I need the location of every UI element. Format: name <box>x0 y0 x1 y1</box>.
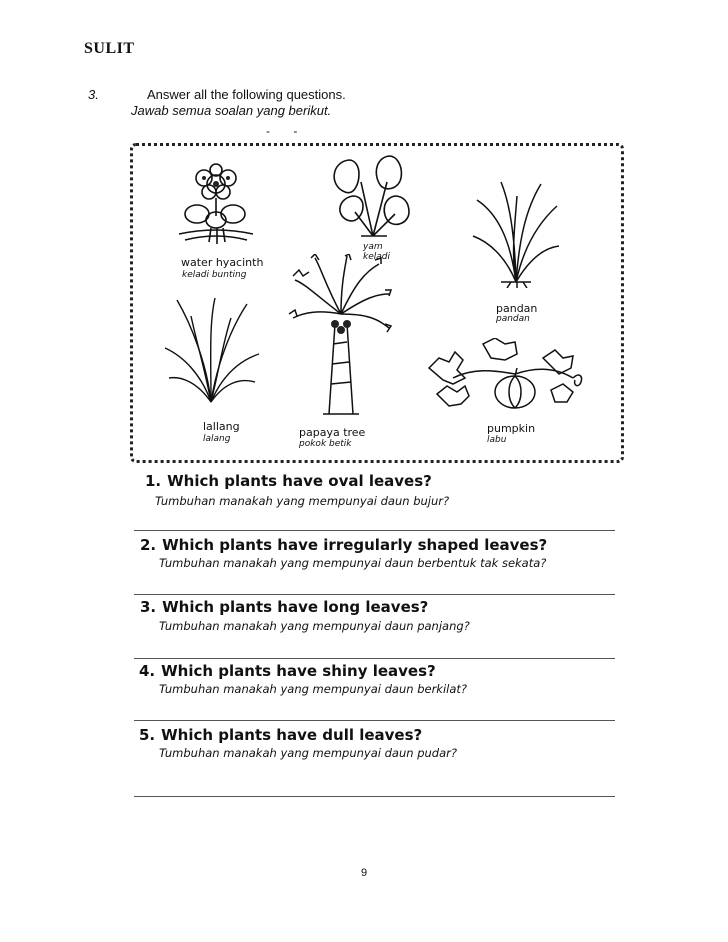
question-4 <box>139 662 436 680</box>
plant-label-malay: labu <box>487 435 507 445</box>
plant-label-english: papaya tree <box>299 426 366 439</box>
classification-header: SULIT <box>84 40 135 57</box>
answer-line[interactable] <box>134 594 615 595</box>
question-text-english: Which plants have irregularly shaped leaves? <box>162 536 548 554</box>
plant-label-english: water hyacinth <box>181 256 264 269</box>
question-text-english: Which plants have shiny leaves? <box>161 662 436 680</box>
pandan-illustration <box>471 176 561 288</box>
question-3 <box>140 598 428 616</box>
question-text-malay: Tumbuhan manakah yang mempunyai daun bujur? <box>155 494 450 508</box>
question-number: 5. <box>139 726 156 744</box>
question-text-malay: Tumbuhan manakah yang mempunyai daun panjang? <box>159 619 470 633</box>
question-number: 3. <box>140 598 157 616</box>
instruction-english: Answer all the following questions. <box>147 87 346 102</box>
lallang-illustration <box>161 294 261 406</box>
question-text-malay: Tumbuhan manakah yang mempunyai daun pudar? <box>159 746 457 760</box>
question-2 <box>140 536 547 554</box>
instruction-malay: Jawab semua soalan yang berikut. <box>131 103 332 118</box>
question-text-malay: Tumbuhan manakah yang mempunyai daun berkilat? <box>159 682 468 696</box>
plant-label-malay: keladi bunting <box>182 270 247 280</box>
answer-line[interactable] <box>134 796 615 797</box>
plant-label-english: pandan <box>496 302 538 315</box>
plant-label-english: lallang <box>203 420 240 433</box>
plant-label-malay: pandan <box>496 314 530 324</box>
question-text-english: Which plants have long leaves? <box>162 598 429 616</box>
question-text-malay: Tumbuhan manakah yang mempunyai daun berbentuk tak sekata? <box>159 556 547 570</box>
question-number: 3. <box>88 87 99 102</box>
stray-mark: - - <box>266 124 308 138</box>
question-number: 4. <box>139 662 156 680</box>
question-text-english: Which plants have oval leaves? <box>167 472 432 490</box>
page-number: 9 <box>360 867 368 879</box>
answer-line[interactable] <box>134 658 615 659</box>
plant-label-english: yam <box>363 242 383 252</box>
yam-illustration <box>325 152 421 238</box>
question-text-english: Which plants have dull leaves? <box>161 726 423 744</box>
question-5 <box>139 726 422 744</box>
plant-label-malay: keladi <box>363 252 390 262</box>
question-number: 2. <box>140 536 157 554</box>
answer-line[interactable] <box>134 530 615 531</box>
papaya-tree-illustration <box>285 254 397 422</box>
question-number: 1. <box>145 472 162 490</box>
plants-figure <box>130 143 624 463</box>
plant-label-english: pumpkin <box>487 422 536 435</box>
water-hyacinth-illustration <box>171 162 261 246</box>
pumpkin-illustration <box>423 338 589 422</box>
plant-label-malay: lalang <box>203 434 231 444</box>
plant-label-malay: pokok betik <box>299 439 352 449</box>
question-1 <box>145 472 432 490</box>
answer-line[interactable] <box>134 720 615 721</box>
